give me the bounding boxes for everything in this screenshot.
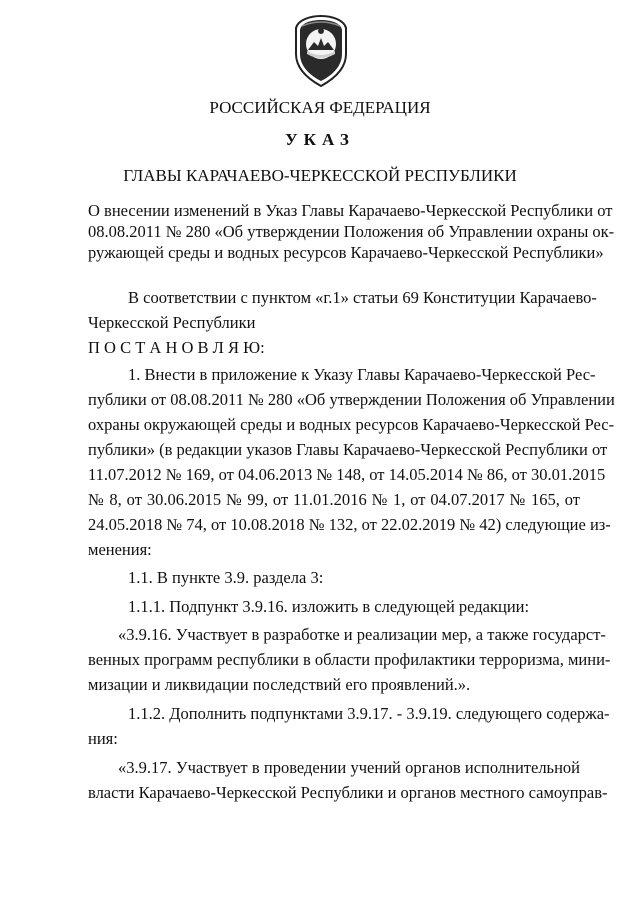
body-line: менения: (88, 540, 152, 559)
body-line: 1.1.2. Дополнить подпунктами 3.9.17. - 3.9.19. следующего содержа- (128, 704, 610, 723)
body-line: мизации и ликвидации последствий его проявлений.». (88, 675, 471, 694)
subject-line: О внесении изменений в Указ Главы Карачаево-Черкесской Республики от (88, 201, 613, 220)
body-line: 1. Внести в приложение к Указу Главы Карачаево-Черкесской Рес- (128, 365, 596, 384)
document-type-title: УКАЗ (285, 130, 355, 149)
body-line: В соответствии с пунктом «г.1» статьи 69 Конституции Карачаево- (128, 288, 597, 307)
body-line: 1.1.1. Подпункт 3.9.16. изложить в следующей редакции: (128, 597, 530, 616)
body-line: 24.05.2018 № 74, от 10.08.2018 № 132, от 22.02.2019 № 42) следующие из- (88, 515, 611, 534)
body-line: охраны окружающей среды и водных ресурсов Карачаево-Черкесской Рес- (88, 415, 615, 434)
decree-word: П О С Т А Н О В Л Я Ю: (88, 338, 265, 357)
body-line: ния: (88, 729, 118, 748)
body-line: власти Карачаево-Черкесской Республики и органов местного самоуправ- (88, 783, 608, 802)
body-line: 11.07.2012 № 169, от 04.06.2013 № 148, от 14.05.2014 № 86, от 30.01.2015 (88, 465, 606, 484)
country-title: РОССИЙСКАЯ ФЕДЕРАЦИЯ (209, 98, 431, 117)
body-line: публики от 08.08.2011 № 280 «Об утверждении Положения об Управлении (88, 390, 615, 409)
coat-of-arms-emblem (292, 14, 350, 88)
body-line: публики» (в редакции указов Главы Карачаево-Черкесской Республики от (88, 440, 608, 459)
body-line: 1.1. В пункте 3.9. раздела 3: (128, 568, 324, 587)
body-line: венных программ республики в области профилактики терроризма, мини- (88, 650, 611, 669)
body-line: «3.9.17. Участвует в проведении учений органов исполнительной (118, 758, 580, 777)
subject-line: ружающей среды и водных ресурсов Карачаево-Черкесской Республики» (88, 243, 604, 262)
body-line: № 8, от 30.06.2015 № 99, от 11.01.2016 № 1, от 04.07.2017 № 165, от (88, 490, 580, 509)
body-line: Черкесской Республики (88, 313, 256, 332)
issuer-title: ГЛАВЫ КАРАЧАЕВО-ЧЕРКЕССКОЙ РЕСПУБЛИКИ (123, 166, 517, 185)
body-line: «3.9.16. Участвует в разработке и реализации мер, а также государст- (118, 625, 606, 644)
subject-line: 08.08.2011 № 280 «Об утверждении Положения об Управлении охраны ок- (88, 222, 615, 241)
